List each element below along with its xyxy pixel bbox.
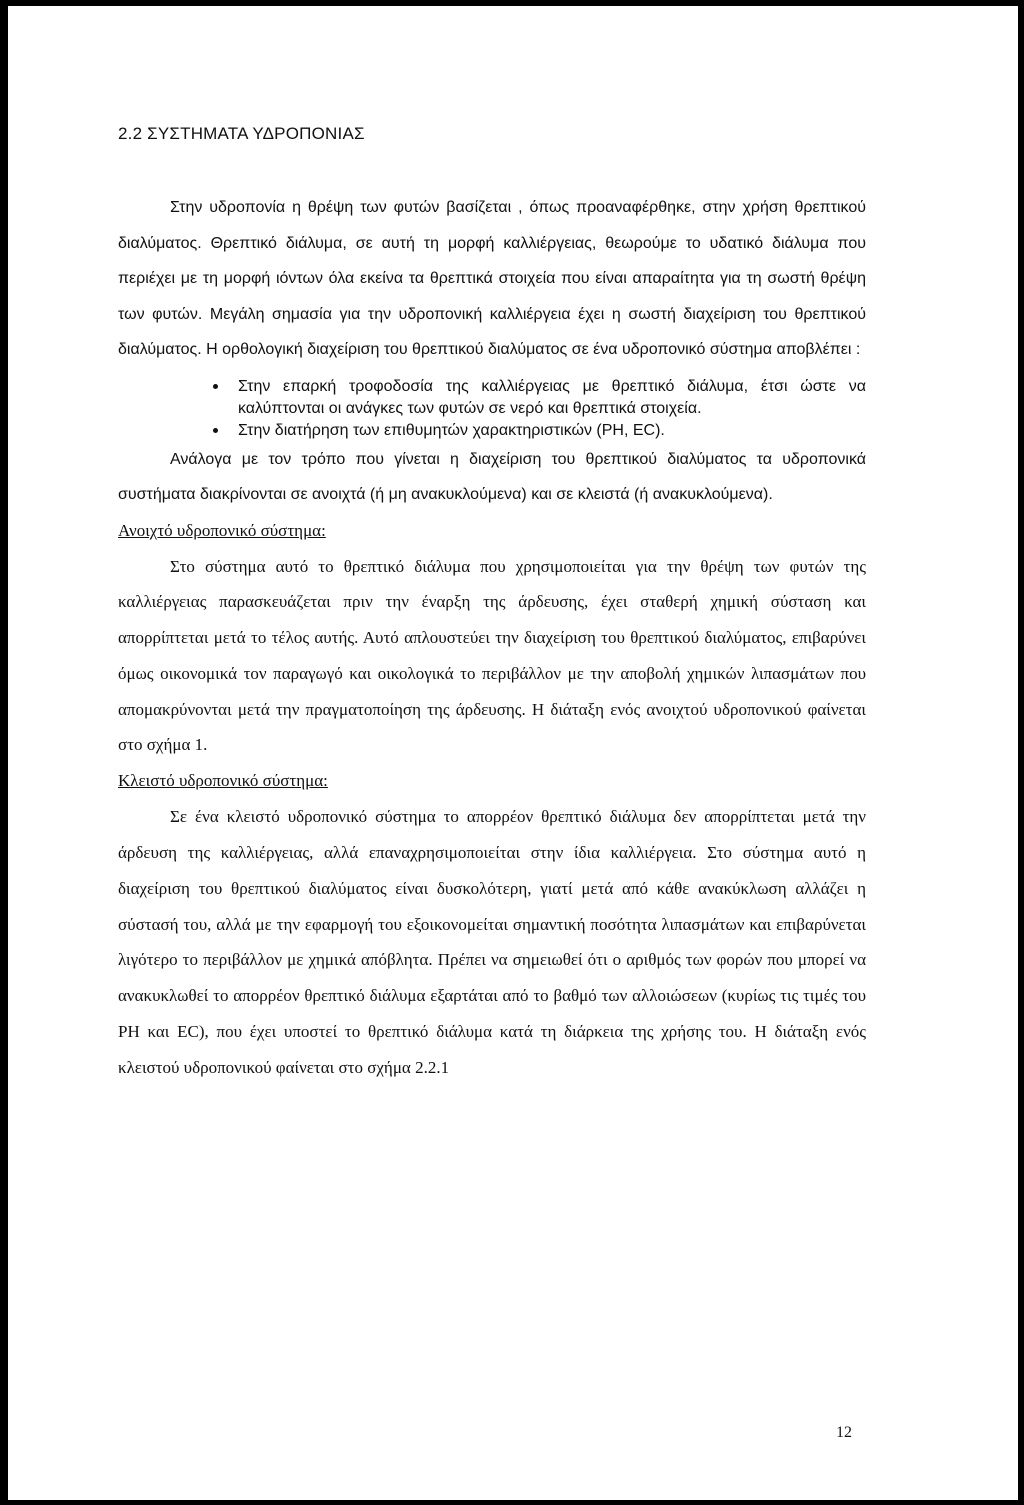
- bullet-text: Στην επαρκή τροφοδοσία της καλλιέργειας με θρεπτικό διάλυμα, έτσι ώστε να καλύπτονται οι ανάγκες των φυτών σε νερό και θρεπτικά στοιχεία.: [238, 377, 866, 417]
- bullet-icon: [213, 428, 218, 433]
- document-page: [8, 6, 1018, 1500]
- intro-paragraph: Στην υδροπονία η θρέψη των φυτών βασίζεται , όπως προαναφέρθηκε, στην χρήση θρεπτικού διαλύματος. Θρεπτικό διάλυμα, σε αυτή τη μορφή καλλιέργειας, θεωρούμε το υδατικό διάλυμα που περιέχει με τη μορφή ιόντων όλα εκείνα τα θρεπτικά στοιχεία που είναι απαραίτητα για τη σωστή θρέψη των φυτών. Μεγάλη σημασία για την υδροπονική καλλιέργεια έχει η σωστή διαχείριση του θρεπτικού διαλύματος. Η ορθολογική διαχείριση του θρεπτικού διαλύματος σε ένα υδροπονικό σύστημα αποβλέπει :: [118, 199, 866, 358]
- page-number: 12: [836, 1424, 852, 1441]
- classification-paragraph: Ανάλογα με τον τρόπο που γίνεται η διαχείριση του θρεπτικού διαλύματος τα υδροπονικά συστήματα διακρίνονται σε ανοιχτά (ή μη ανακυκλούμενα) και σε κλειστά (ή ανακυκλούμενα).: [118, 450, 866, 503]
- page-content: [118, 124, 866, 1086]
- section-heading: 2.2 ΣΥΣΤΗΜΑΤΑ ΥΔΡΟΠΟΝΙΑΣ: [118, 124, 365, 143]
- open-system-paragraph: Στο σύστημα αυτό το θρεπτικό διάλυμα που χρησιμοποιείται για την θρέψη των φυτών της καλλιέργειας παρασκευάζεται πριν την έναρξη της άρδευσης, έχει σταθερή χημική σύσταση και απορρίπτεται μετά το τέλος αυτής. Αυτό απλουστεύει την διαχείριση του θρεπτικού διαλύματος, επιβαρύνει όμως οικονομικά τον παραγωγό και οικολογικά το περιβάλλον με την αποβολή χημικών λιπασμάτων που απομακρύνονται μετά την πραγματοποίηση της άρδευσης. Η διάταξη ενός ανοιχτού υδροπονικού φαίνεται στο σχήμα 1.: [118, 556, 866, 755]
- open-system-title: Ανοιχτό υδροπονικό σύστημα:: [118, 520, 326, 540]
- list-item: [238, 376, 866, 420]
- bullet-icon: [213, 384, 218, 389]
- bullet-list: [118, 376, 866, 442]
- closed-system-paragraph: Σε ένα κλειστό υδροπονικό σύστημα το απορρέον θρεπτικό διάλυμα δεν απορρίπτεται μετά την άρδευση της καλλιέργειας, αλλά επαναχρησιμοποιείται στην ίδια καλλιέργεια. Στο σύστημα αυτό η διαχείριση του θρεπτικού διαλύματος είναι δυσκολότερη, γιατί μετά από κάθε ανακύκλωση αλλάζει η σύστασή του, αλλά με την εφαρμογή του εξοικονομείται σημαντική ποσότητα λιπασμάτων και επιβαρύνεται λιγότερο το περιβάλλον με χημικά απόβλητα. Πρέπει να σημειωθεί ότι ο αριθμός των φορών που μπορεί να ανακυκλωθεί το απορρέον θρεπτικό διάλυμα εξαρτάται από το βαθμό των αλλοιώσεων (κυρίως τις τιμές του PH και EC), που έχει υποστεί το θρεπτικό διάλυμα κατά τη διάρκεια της χρήσης του. Η διάταξη ενός κλειστού υδροπονικού φαίνεται στο σχήμα 2.2.1: [118, 807, 866, 1077]
- closed-system-title: Κλειστό υδροπονικό σύστημα:: [118, 771, 328, 791]
- list-item: [238, 420, 866, 442]
- bullet-text: Στην διατήρηση των επιθυμητών χαρακτηριστικών (PH, EC).: [238, 421, 665, 439]
